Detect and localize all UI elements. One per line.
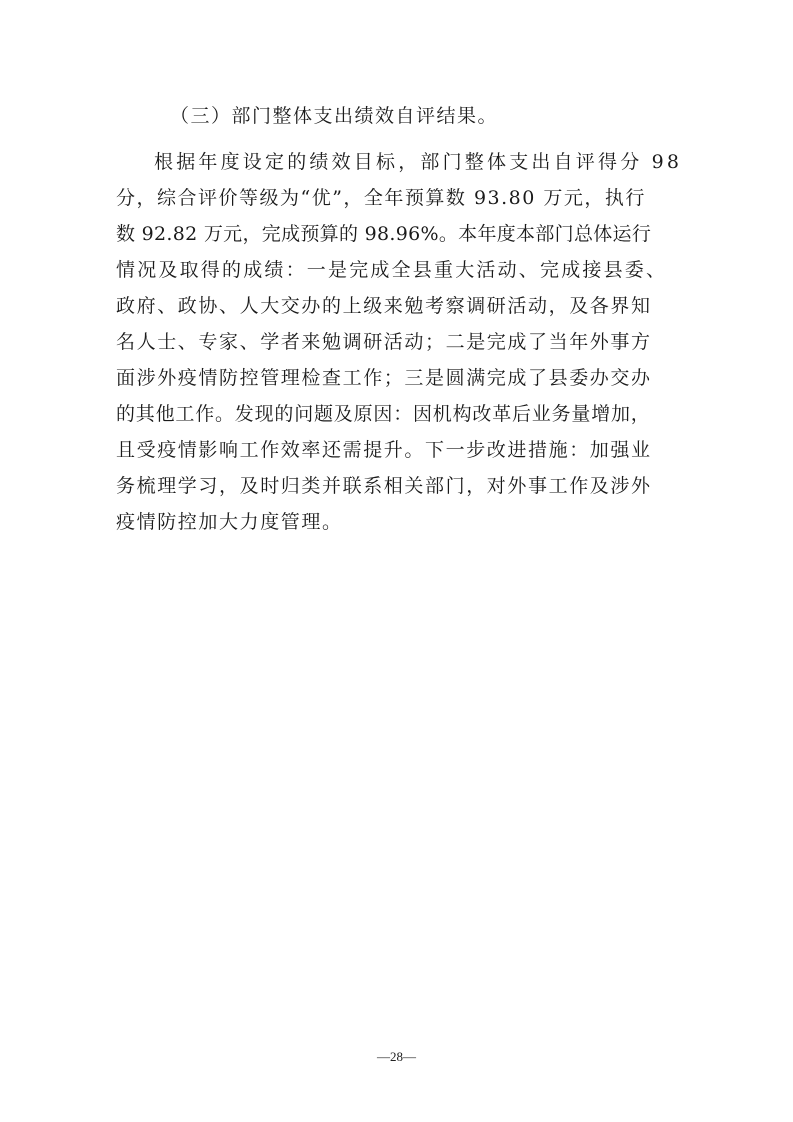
section-heading: （三）部门整体支出绩效自评结果。	[170, 105, 499, 127]
paragraph-line: 面涉外疫情防控管理检查工作；三是圆满完成了县委办交办	[116, 367, 652, 389]
paragraph-line: 务梳理学习，及时归类并联系相关部门，对外事工作及涉外	[116, 475, 652, 497]
paragraph-line: 疫情防控加大力度管理。	[116, 511, 343, 533]
paragraph-line: 根据年度设定的绩效目标，部门整体支出自评得分 98	[154, 151, 683, 173]
paragraph-line: 数 92.82 万元，完成预算的 98.96%。本年度本部门总体运行	[116, 223, 652, 245]
paragraph-line: 情况及取得的成绩：一是完成全县重大活动、完成接县委、	[116, 259, 668, 281]
paragraph-line: 政府、政协、人大交办的上级来勉考察调研活动，及各界知	[116, 295, 652, 317]
paragraph-line: 名人士、专家、学者来勉调研活动；二是完成了当年外事方	[116, 331, 652, 353]
paragraph-line: 且受疫情影响工作效率还需提升。下一步改进措施：加强业	[116, 439, 652, 461]
page-number: —28—	[377, 1049, 416, 1064]
paragraph-line: 的其他工作。发现的问题及原因：因机构改革后业务量增加，	[116, 403, 651, 425]
paragraph-line: 分，综合评价等级为“优”，全年预算数 93.80 万元，执行	[116, 187, 646, 209]
